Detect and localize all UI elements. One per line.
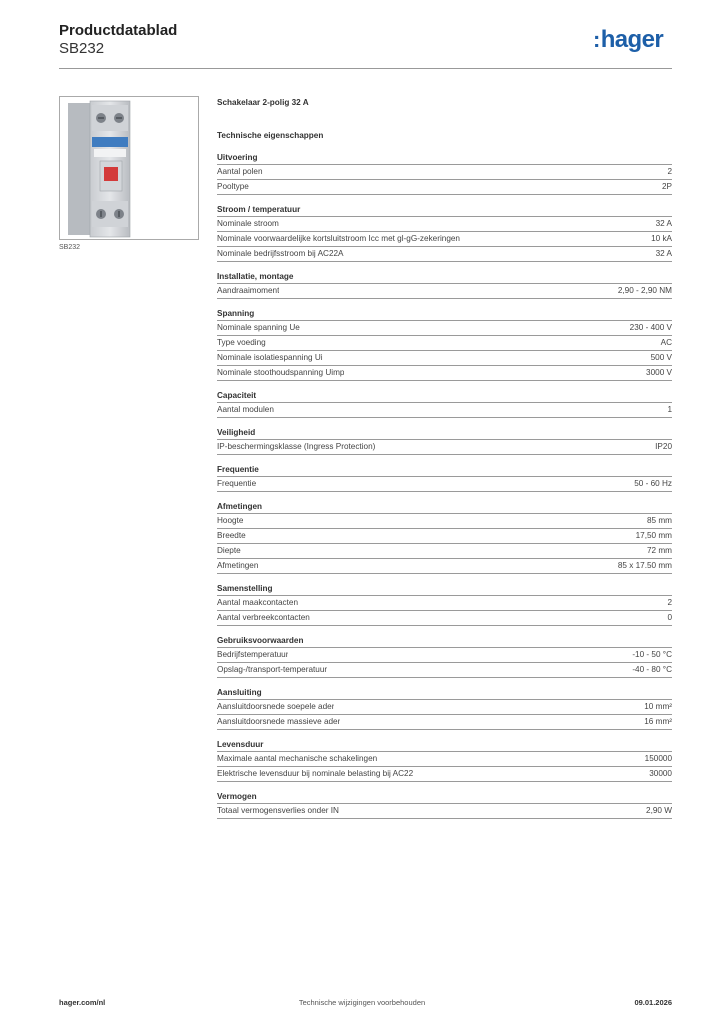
spec-section [217,271,672,299]
spec-label: Diepte [217,546,241,555]
spec-section [217,464,672,492]
spec-row [217,321,672,336]
spec-value: 2P [661,182,672,191]
spec-label: Totaal vermogensverlies onder IN [217,806,339,815]
spec-row [217,440,672,455]
spec-row [217,715,672,730]
footer-website: hager.com/nl [59,998,106,1007]
spec-value: 2,90 W [646,806,672,815]
spec-section [217,739,672,782]
spec-value: 10 mm² [644,702,672,711]
spec-row [217,804,672,819]
page-title: Productdatablad [59,22,178,39]
section-title: Stroom / temperatuur [217,204,672,217]
spec-value: 0 [667,613,672,622]
spec-value: 72 mm [646,546,672,555]
spec-value: 50 - 60 Hz [634,479,672,488]
spec-sections [217,152,672,819]
spec-label: Nominale stroom [217,219,279,228]
section-title: Aansluiting [217,687,672,700]
spec-value: 3000 V [646,368,672,377]
spec-label: Aantal modulen [217,405,274,414]
spec-row [217,544,672,559]
spec-label: Nominale stoothoudspanning Uimp [217,368,345,377]
spec-content [217,97,672,828]
spec-value: 1 [667,405,672,414]
spec-row [217,336,672,351]
switch-disconnector-icon [60,97,198,239]
spec-row [217,247,672,262]
spec-value: AC [660,338,672,347]
spec-row [217,596,672,611]
spec-section [217,427,672,455]
spec-value: 2,90 - 2,90 NM [617,286,672,295]
spec-row [217,403,672,418]
spec-row [217,477,672,492]
spec-label: Aantal maakcontacten [217,598,299,607]
spec-section [217,308,672,381]
spec-section [217,583,672,626]
header-divider [59,68,672,69]
spec-row [217,611,672,626]
spec-section [217,501,672,574]
image-caption: SB232 [59,244,81,251]
spec-row [217,700,672,715]
spec-section [217,791,672,819]
spec-row [217,529,672,544]
spec-value: 85 mm [646,516,672,525]
spec-value: 16 mm² [644,717,672,726]
spec-label: Nominale voorwaardelijke kortsluitstroom Icc met gl-gG-zekeringen [217,234,460,243]
spec-row [217,232,672,247]
spec-row [217,752,672,767]
logo-dots-icon: : [593,27,600,52]
spec-row [217,165,672,180]
spec-row [217,284,672,299]
section-title: Capaciteit [217,390,672,403]
spec-value: 500 V [650,353,672,362]
spec-label: Aansluitdoorsnede soepele ader [217,702,335,711]
spec-label: Type voeding [217,338,266,347]
tech-heading: Technische eigenschappen [217,131,324,140]
spec-label: Maximale aantal mechanische schakelingen [217,754,378,763]
spec-label: Aantal polen [217,167,263,176]
spec-value: 2 [667,167,672,176]
spec-section [217,204,672,262]
spec-label: Pooltype [217,182,249,191]
spec-label: Afmetingen [217,561,259,570]
article-number: SB232 [59,40,105,57]
section-title: Gebruiksvoorwaarden [217,635,672,648]
spec-label: Aansluitdoorsnede massieve ader [217,717,341,726]
hager-logo [593,28,663,52]
spec-label: Breedte [217,531,246,540]
footer-date: 09.01.2026 [634,998,672,1007]
product-name: Schakelaar 2-polig 32 A [217,98,309,107]
spec-row [217,559,672,574]
spec-row [217,767,672,782]
product-image-frame [59,96,199,240]
spec-value: 150000 [644,754,672,763]
spec-row [217,217,672,232]
section-title: Frequentie [217,464,672,477]
spec-value: 230 - 400 V [629,323,672,332]
spec-value: 2 [667,598,672,607]
spec-label: Elektrische levensduur bij nominale belasting bij AC22 [217,769,414,778]
spec-label: Hoogte [217,516,244,525]
spec-value: -10 - 50 °C [632,650,672,659]
spec-section [217,687,672,730]
section-title: Spanning [217,308,672,321]
spec-label: Opslag-/transport-temperatuur [217,665,328,674]
spec-row [217,366,672,381]
spec-row [217,351,672,366]
spec-section [217,390,672,418]
spec-label: Nominale spanning Ue [217,323,300,332]
spec-row [217,514,672,529]
spec-value: -40 - 80 °C [632,665,672,674]
spec-label: Aandraaimoment [217,286,280,295]
spec-value: IP20 [655,442,672,451]
spec-row [217,180,672,195]
section-title: Vermogen [217,791,672,804]
section-title: Samenstelling [217,583,672,596]
spec-label: IP-beschermingsklasse (Ingress Protection) [217,442,376,451]
footer-disclaimer: Technische wijzigingen voorbehouden [298,998,426,1007]
logo-text: hager [600,26,664,53]
spec-row [217,663,672,678]
spec-value: 85 x 17.50 mm [617,561,672,570]
spec-row [217,648,672,663]
section-title: Uitvoering [217,152,672,165]
spec-section [217,635,672,678]
spec-value: 32 A [655,249,672,258]
spec-label: Aantal verbreekcontacten [217,613,310,622]
spec-label: Nominale isolatiespanning Ui [217,353,323,362]
spec-value: 32 A [655,219,672,228]
section-title: Veiligheid [217,427,672,440]
spec-label: Frequentie [217,479,257,488]
section-title: Installatie, montage [217,271,672,284]
spec-label: Bedrijfstemperatuur [217,650,289,659]
spec-value: 17,50 mm [635,531,672,540]
section-title: Afmetingen [217,501,672,514]
spec-value: 10 kA [651,234,672,243]
section-title: Levensduur [217,739,672,752]
spec-section [217,152,672,195]
spec-value: 30000 [649,769,672,778]
spec-label: Nominale bedrijfsstroom bij AC22A [217,249,344,258]
